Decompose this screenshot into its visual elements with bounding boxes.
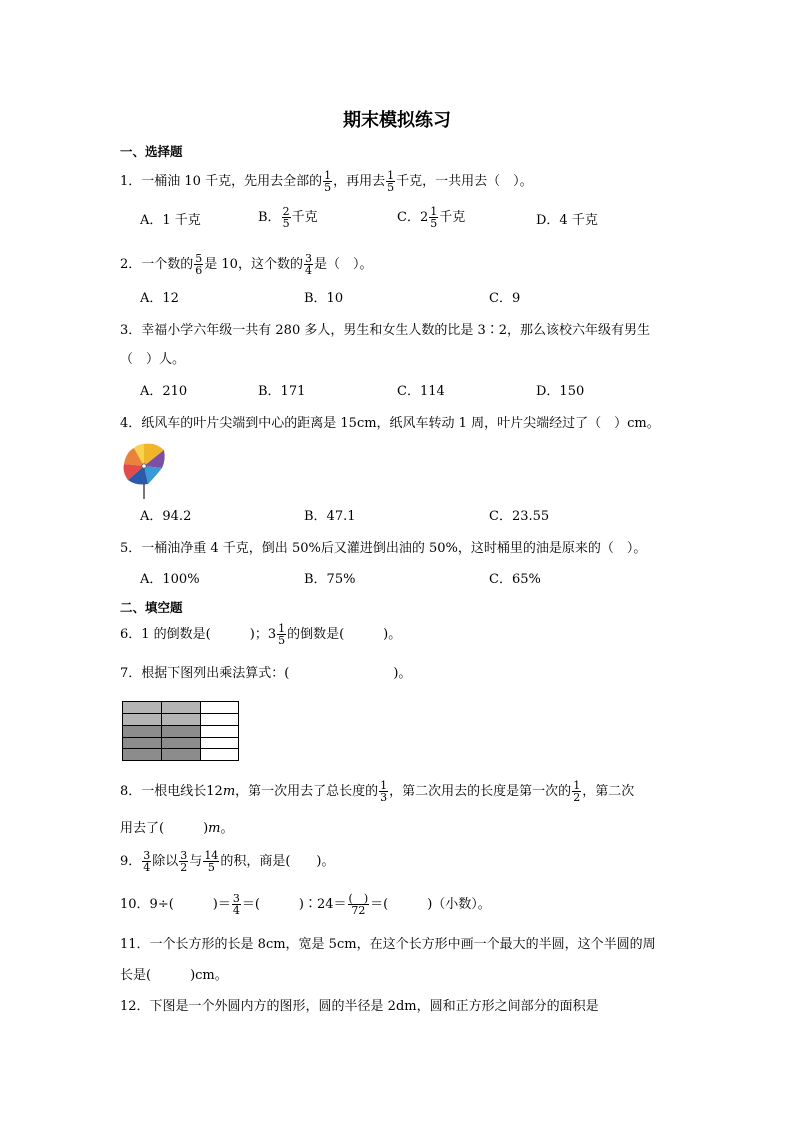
grid-cell-shaded [162, 726, 201, 738]
q1-text-a: 1．一桶油 10 千克，先用去全部的 [120, 174, 323, 189]
question-11-line-2: 长是( )cm。 [120, 968, 228, 983]
fraction: $\frac{1}{3}$ [380, 779, 388, 804]
question-10: 10．9÷( )＝ $\frac{3}{4}$ ＝( )∶24＝ $\frac{( )}{72}$ ＝( )（小数）。 [120, 892, 491, 917]
grid-cell [201, 702, 238, 714]
grid-cell-shaded [123, 714, 162, 726]
question-3-line-2: （ ）人。 [120, 352, 186, 367]
q5-option-c: C．65% [489, 572, 541, 587]
fraction: $\frac{1}{2}$ [573, 779, 581, 804]
fraction: $\frac{1}{5}$ [278, 622, 286, 647]
q1-text-c: 千克，一共用去（ ）。 [396, 174, 533, 189]
shaded-grid-figure [122, 701, 239, 761]
grid-cell-shaded [162, 749, 201, 760]
q2-option-c: C．9 [489, 291, 521, 306]
grid-cell [201, 726, 238, 738]
question-1 [120, 170, 533, 193]
question-9: 9． $\frac{3}{4}$ 除以 $\frac{3}{2}$ 与 $\frac{14}{5}$ 的积，商是( )。 [120, 849, 335, 874]
grid-cell-shaded [123, 726, 162, 738]
grid-cell-shaded [162, 702, 201, 714]
fraction: $\frac{1}{5}$ [387, 169, 395, 194]
fraction: $\frac{3}{4}$ [304, 252, 312, 277]
grid-cell [201, 749, 238, 760]
question-8-line-2: 用去了( )m。 [120, 821, 234, 836]
question-6: 6．1 的倒数是( )；3 $\frac{1}{5}$ 的倒数是( )。 [120, 622, 402, 647]
q4-option-a: A．94.2 [140, 509, 192, 524]
question-3-line-1: 3．幸福小学六年级一共有 280 多人，男生和女生人数的比是 3∶2，那么该校六年级有男生 [120, 323, 651, 338]
question-7: 7．根据下图列出乘法算式：( )。 [120, 666, 412, 681]
q3-option-b: B．171 [258, 384, 306, 399]
page-title: 期末模拟练习 [343, 110, 451, 131]
q2-option-a: A．12 [140, 291, 179, 306]
fraction: $\frac{3}{4}$ [143, 849, 151, 874]
fraction: $\frac{5}{6}$ [195, 252, 203, 277]
question-4: 4．纸风车的叶片尖端到中心的距离是 15cm，纸风车转动 1 周，叶片尖端经过了（ ）cm。 [120, 416, 660, 431]
grid-cell-shaded [123, 749, 162, 760]
grid-cell-shaded [123, 738, 162, 749]
q3-option-c: C．114 [397, 384, 445, 399]
fraction: $\frac{1}{5}$ [324, 169, 332, 194]
question-12: 12．下图是一个外圆内方的图形，圆的半径是 2dm，圆和正方形之间部分的面积是 [120, 999, 599, 1014]
section-choice-heading: 一、选择题 [120, 144, 183, 159]
section-fill-heading: 二、填空题 [120, 600, 183, 615]
grid-cell [201, 714, 238, 726]
fraction: $\frac{( )}{72}$ [348, 892, 369, 917]
q1-option-c: C．2 $\frac{1}{5}$ 千克 [397, 205, 466, 230]
q1-text-b: ，再用去 [333, 174, 386, 189]
q4-option-b: B．47.1 [304, 509, 356, 524]
fraction: $\frac{3}{4}$ [232, 892, 240, 917]
q4-option-c: C．23.55 [489, 509, 550, 524]
q1-option-b: B． $\frac{2}{5}$ 千克 [258, 205, 318, 230]
q5-option-b: B．75% [304, 572, 356, 587]
fraction: $\frac{3}{2}$ [180, 849, 188, 874]
q2-option-b: B．10 [304, 291, 344, 306]
q1-option-d: D．4 千克 [536, 213, 598, 228]
grid-cell-shaded [123, 702, 162, 714]
q1-option-a: A．1 千克 [140, 213, 201, 228]
grid-cell [201, 738, 238, 749]
grid-cell-shaded [162, 714, 201, 726]
q3-option-d: D．150 [536, 384, 585, 399]
grid-cell-shaded [162, 738, 201, 749]
q5-option-a: A．100% [140, 572, 200, 587]
question-8-line-1: 8．一根电线长12m，第一次用去了总长度的 $\frac{1}{3}$ ，第二次用去的长度是第一次的 $\frac{1}{2}$ ，第二次 [120, 779, 635, 804]
pinwheel-image [118, 440, 170, 500]
question-11-line-1: 11．一个长方形的长是 8cm，宽是 5cm，在这个长方形中画一个最大的半圆，这个半圆的周 [120, 937, 656, 952]
q3-option-a: A．210 [140, 384, 188, 399]
question-5: 5．一桶油净重 4 千克，倒出 50%后又灌进倒出油的 50%，这时桶里的油是原来的（ ）。 [120, 541, 647, 556]
question-2: 2．一个数的 $\frac{5}{6}$ 是 10，这个数的 $\frac{3}{4}$ 是（ ）。 [120, 252, 373, 277]
fraction: $\frac{14}{5}$ [204, 849, 219, 874]
